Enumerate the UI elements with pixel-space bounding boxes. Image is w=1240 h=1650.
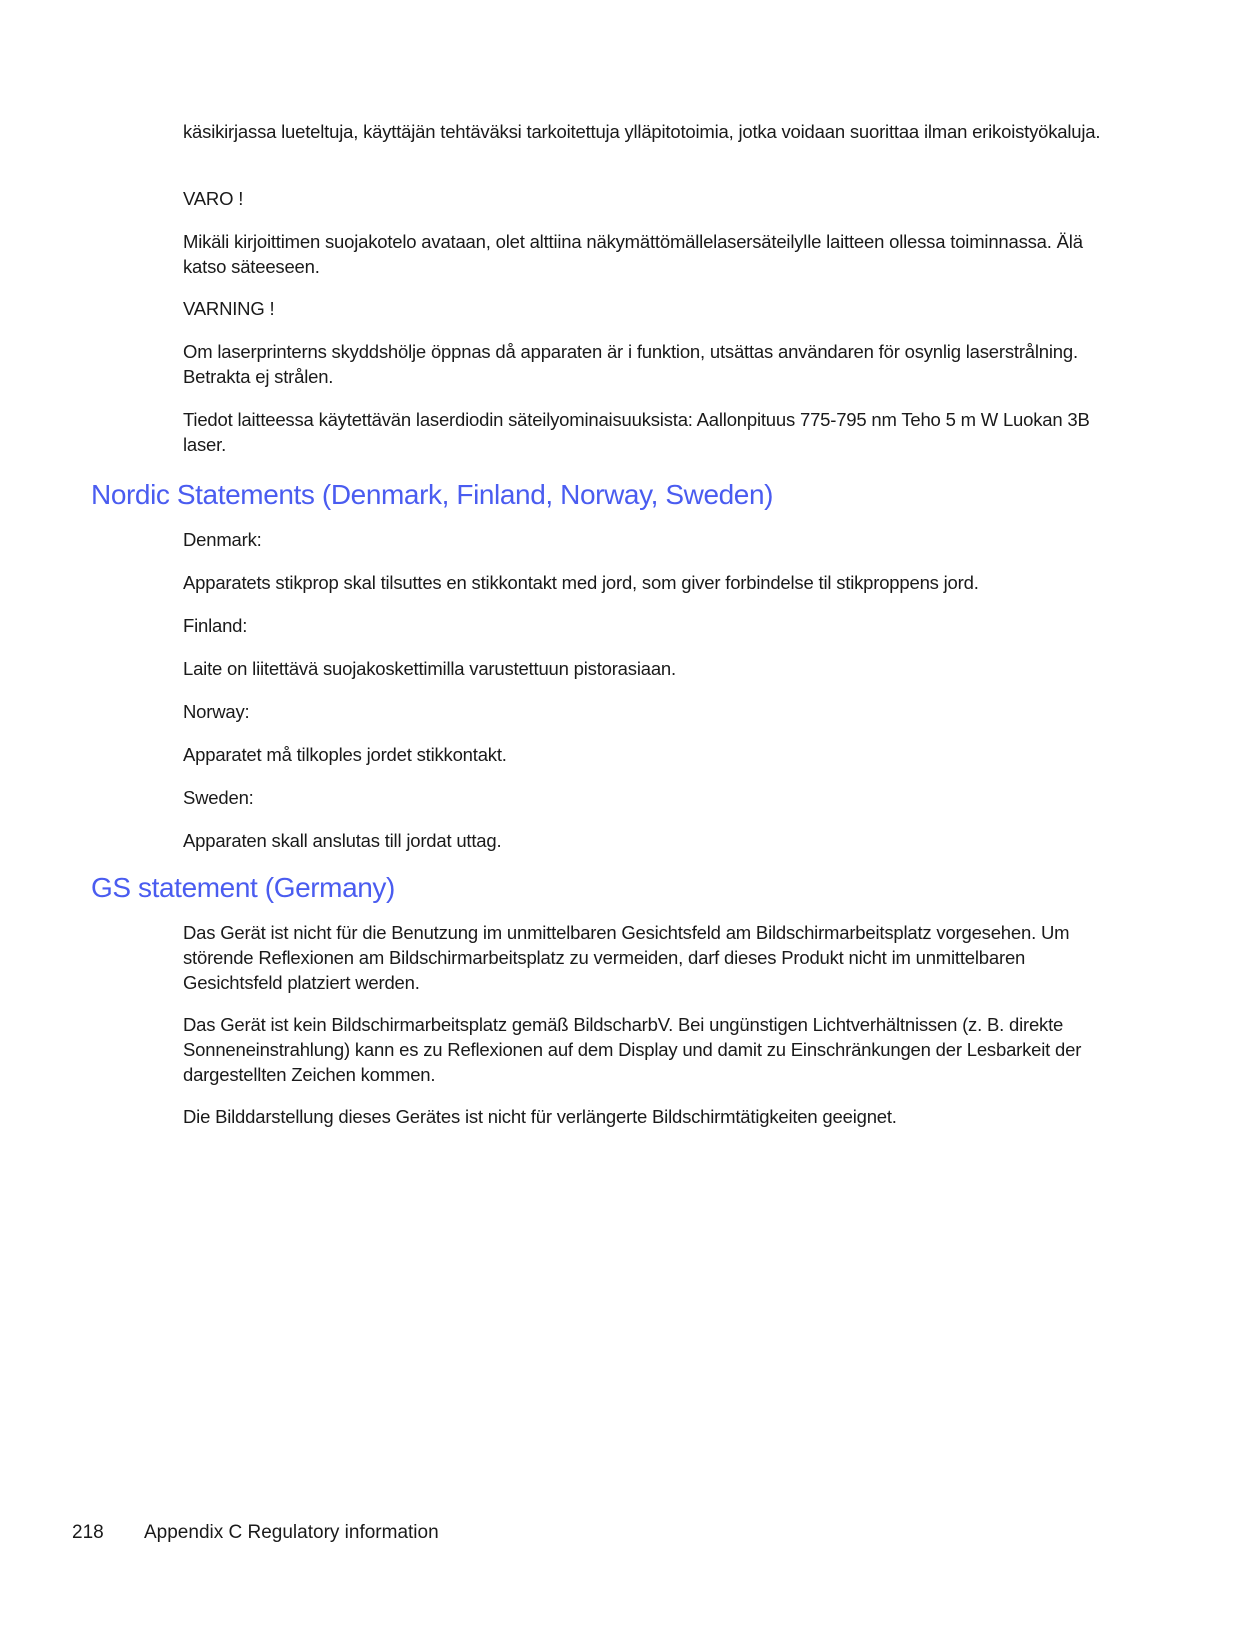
- varo-label: VARO !: [183, 188, 244, 209]
- nordic-country-label: Norway:: [183, 701, 250, 722]
- chapter-title: Appendix C Regulatory information: [144, 1522, 439, 1543]
- gs-paragraph: Das Gerät ist nicht für die Benutzung im unmittelbaren Gesichtsfeld am Bildschirmarbeitsplatz vorgesehen. Um störende Reflexionen am Bildschirmarbeitsplatz zu vermeiden, darf dieses Produkt nicht im unmittelbaren Gesichtsfeld platziert werden.: [183, 922, 1070, 993]
- varning-text: Om laserprinterns skyddshölje öppnas då apparaten är i funktion, utsättas användaren för osynlig laserstrålning. Betrakta ej strålen.: [183, 341, 1078, 387]
- nordic-country-label: Sweden:: [183, 787, 254, 808]
- intro-paragraph: käsikirjassa lueteltuja, käyttäjän tehtäväksi tarkoitettuja ylläpitotoimia, jotka voidaan suorittaa ilman erikoistyökaluja.: [183, 121, 1101, 142]
- gs-heading: GS statement (Germany): [91, 872, 395, 903]
- nordic-statement: Apparatet må tilkoples jordet stikkontakt.: [183, 744, 507, 765]
- nordic-heading: Nordic Statements (Denmark, Finland, Norway, Sweden): [91, 479, 774, 510]
- laser-info: Tiedot laitteessa käytettävän laserdiodin säteilyominaisuuksista: Aallonpituus 775-795 nm Teho 5 m W Luokan 3B laser.: [183, 409, 1090, 455]
- nordic-country-label: Denmark:: [183, 529, 262, 550]
- nordic-statement: Apparatets stikprop skal tilsuttes en stikkontakt med jord, som giver forbindelse til stikproppens jord.: [183, 572, 979, 593]
- varo-text: Mikäli kirjoittimen suojakotelo avataan, olet alttiina näkymättömällelasersäteilylle laitteen ollessa toiminnassa. Älä katso säteeseen.: [183, 231, 1083, 277]
- nordic-statement: Laite on liitettävä suojakoskettimilla varustettuun pistorasiaan.: [183, 658, 676, 679]
- page-number: 218: [72, 1522, 104, 1543]
- gs-paragraph: Das Gerät ist kein Bildschirmarbeitsplatz gemäß BildscharbV. Bei ungünstigen Lichtverhältnissen (z. B. direkte Sonneneinstrahlung) kann es zu Reflexionen auf dem Display und damit zu Einschränkungen der Lesbarkeit der dargestellten Zeichen kommen.: [183, 1014, 1082, 1085]
- varning-label: VARNING !: [183, 298, 275, 319]
- finnish-section: [183, 119, 1113, 144]
- nordic-country-label: Finland:: [183, 615, 248, 636]
- gs-paragraph: Die Bilddarstellung dieses Gerätes ist nicht für verlängerte Bildschirmtätigkeiten geeignet.: [183, 1106, 897, 1127]
- nordic-statement: Apparaten skall anslutas till jordat uttag.: [183, 830, 502, 851]
